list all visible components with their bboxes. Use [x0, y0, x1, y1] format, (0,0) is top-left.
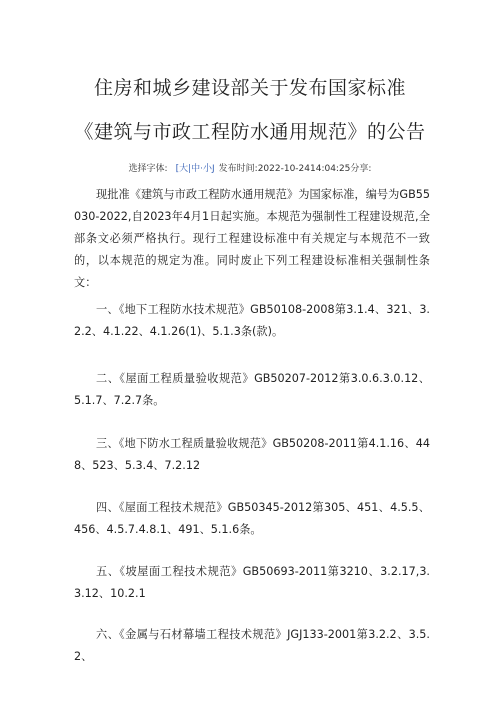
repealed-item-5: 五、《坡屋面工程技术规范》GB50693-2011第3210、3.2.17,3.3.12、10.2.1	[74, 565, 430, 600]
repealed-item-1: 一、《地下工程防水技术规范》GB50108-2008第3.1.4、321、3.2.2、4.1.22、4.1.26(1)、5.1.3条(款)。	[74, 303, 430, 338]
intro-paragraph: 现批准《建筑与市政工程防水通用规范》为国家标准，编号为GB55030-2022,自2023年4月1日起实施。本规范为强制性工程建设规范,全部条文必须严格执行。现行工程建设标准中有关规定与本规范不一致的，以本规范的规定为准。同时废止下列工程建设标准相关强制性条文：	[74, 188, 430, 289]
repealed-item-3: 三、《地下防水工程质量验收规范》GB50208-2011第4.1.16、448、523、5.3.4、7.2.12	[74, 437, 430, 472]
share-label[interactable]: 分享:	[350, 164, 372, 174]
document-title-line-1: 住房和城乡建设部关于发布国家标准	[93, 77, 406, 99]
font-select-label: 选择字体:	[128, 164, 168, 174]
publish-time-value: 2022-10-2414:04:25	[257, 164, 351, 174]
article-meta-bar	[0, 163, 500, 175]
publish-time-label: 发布时间:	[218, 164, 258, 174]
document-title-line-2: 《建筑与市政工程防水通用规范》的公告	[74, 121, 426, 143]
repealed-item-2: 二、《屋面工程质量验收规范》GB50207-2012第3.0.6.3.0.12、5.1.7、7.2.7条。	[74, 372, 430, 407]
font-size-selector[interactable]: [大|中·小J	[175, 164, 215, 174]
repealed-item-4: 四、《屋面工程技术规范》GB50345-2012第305、451、4.5.5、456、4.5.7.4.8.1、491、5.1.6条。	[74, 501, 430, 536]
repealed-item-6: 六、《金属与石材幕墙工程技术规范》JGJ133-2001第3.2.2、3.5.2、	[74, 628, 430, 663]
